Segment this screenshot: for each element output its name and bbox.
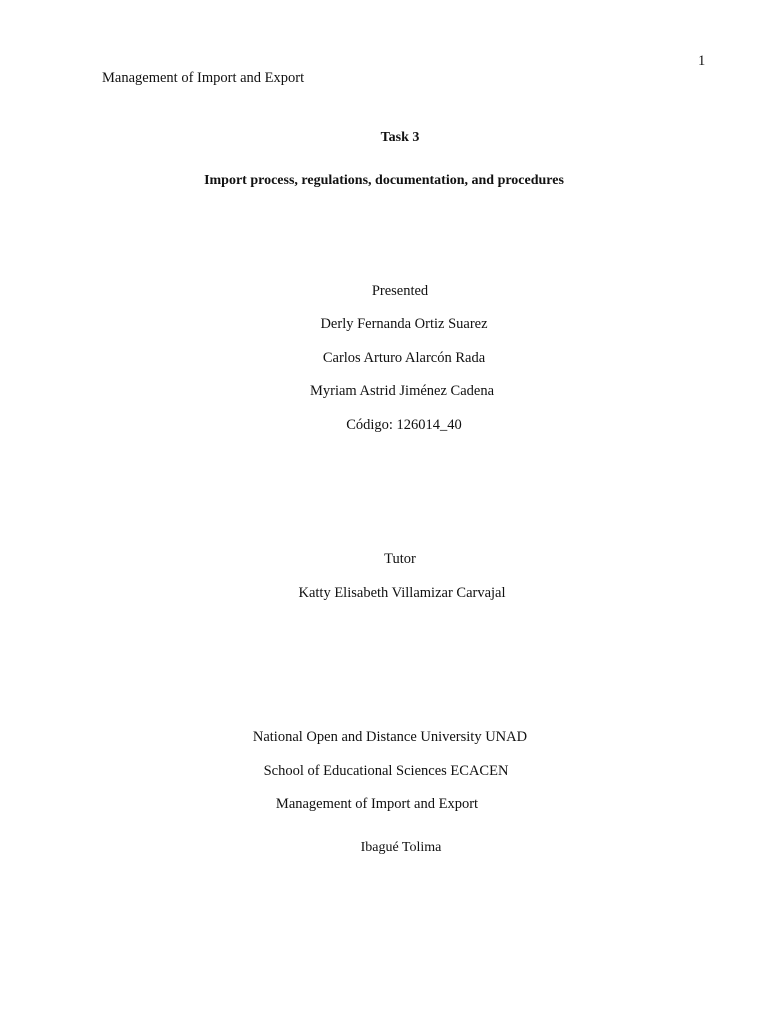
university-name: National Open and Distance University UNAD xyxy=(252,729,528,745)
city-name: Ibagué Tolima xyxy=(360,840,442,855)
course-name: Management of Import and Export xyxy=(275,796,479,812)
author-name-1: Derly Fernanda Ortiz Suarez xyxy=(320,316,488,332)
tutor-name: Katty Elisabeth Villamizar Carvajal xyxy=(298,585,506,601)
author-name-2: Carlos Arturo Alarcón Rada xyxy=(322,350,486,366)
task-title: Task 3 xyxy=(380,130,420,145)
author-name-3: Myriam Astrid Jiménez Cadena xyxy=(309,383,495,399)
tutor-label: Tutor xyxy=(384,551,416,567)
page-number: 1 xyxy=(698,53,706,69)
presented-label: Presented xyxy=(371,283,429,299)
document-subtitle: Import process, regulations, documentation, and procedures xyxy=(204,173,564,188)
running-head: Management of Import and Export xyxy=(102,70,305,86)
course-code: Código: 126014_40 xyxy=(346,417,462,433)
school-name: School of Educational Sciences ECACEN xyxy=(263,763,509,779)
